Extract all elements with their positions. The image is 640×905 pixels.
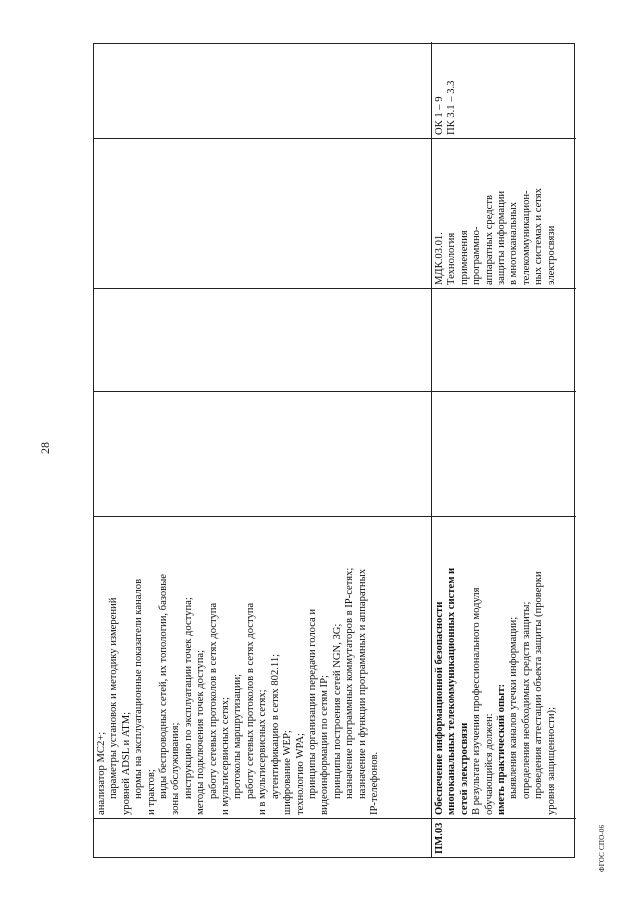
- knowledge-line: и в мультисервисных сетях;: [257, 689, 269, 815]
- knowledge-line: назначение программных коммутаторов в IP-сетях;: [344, 567, 356, 799]
- knowledge-line: параметры установок и методику измерений: [108, 597, 120, 799]
- knowledge-line: и трактов;: [145, 769, 157, 815]
- rotated-page-content: [93, 43, 575, 858]
- course-line: телекоммуникацион-: [520, 190, 532, 285]
- competency-table: [93, 43, 575, 858]
- column-divider: [94, 138, 576, 139]
- module-title-line: Обеспечение информационной безопасности: [434, 601, 445, 815]
- course-line: применения: [458, 230, 470, 285]
- knowledge-line: зоны обслуживания;: [170, 722, 182, 815]
- course-line: аппаратных средств: [483, 195, 495, 285]
- module-text-line: проведения аттестации объекта защиты (проверки: [533, 571, 545, 799]
- knowledge-line: нормы на эксплуатационные показатели каналов: [133, 578, 145, 799]
- knowledge-line: шифрование WEP;: [282, 730, 294, 815]
- knowledge-line: аутентификацию в сетях 802.11;: [269, 653, 281, 799]
- knowledge-line: IP-телефонов.: [368, 751, 380, 815]
- knowledge-line: анализатор МС2+;: [96, 731, 107, 815]
- module-text-line: обучающийся должен:: [483, 713, 495, 815]
- module-subheading: иметь практический опыт:: [496, 683, 508, 815]
- module-title-line: многоканальных телекоммуникационных систем и: [446, 567, 458, 815]
- module-title-line: сетей электросвязи: [458, 722, 470, 815]
- knowledge-line: виды беспроводных сетей, их топологии, базовые: [158, 573, 170, 799]
- column-divider: [94, 391, 576, 392]
- course-line: программно-: [471, 226, 483, 285]
- knowledge-line: назначение и функции программных и аппаратных: [356, 568, 368, 799]
- column-divider: [94, 516, 576, 517]
- module-text-line: уровня защищенности);: [545, 706, 557, 815]
- competencies-cell: [434, 45, 459, 135]
- module-code: ПМ.03: [434, 822, 445, 854]
- module-text-line: определения необходимых средств защиты;: [520, 601, 532, 799]
- knowledge-line: принципы организации передачи голоса и: [306, 608, 318, 799]
- course-cell: [434, 141, 558, 285]
- knowledge-line: видеоинформации по сетям IP;: [319, 675, 331, 815]
- course-line: Технология: [446, 232, 458, 285]
- course-line: в многоканальных: [508, 201, 520, 285]
- course-line: МДК.03.01.: [434, 232, 445, 285]
- knowledge-line: технологию WPA;: [294, 733, 306, 815]
- knowledge-line: принципы построения сетей NGN, 3G;: [331, 623, 343, 799]
- column-divider: [94, 818, 576, 819]
- module-description-cell: [434, 519, 558, 815]
- row-divider: [431, 42, 432, 857]
- course-line: электросвязи: [545, 225, 557, 285]
- knowledge-line: и мультисервисных сетях;: [220, 697, 232, 815]
- module-text-line: выявления каналов утечки информации;: [508, 616, 520, 799]
- knowledge-line: уровней ADSL и ATM;: [120, 711, 132, 815]
- course-line: защиты информации: [496, 190, 508, 285]
- competency-code: ОК 1 – 9: [434, 96, 445, 135]
- module-text-line: В результате изучения профессионального модуля: [471, 587, 483, 815]
- footer-standard-code: ФГОС СПО-06: [598, 824, 606, 872]
- knowledge-line: методы подключения точек доступа;: [195, 649, 207, 815]
- knowledge-line: инструкцию по эксплуатации точек доступа;: [182, 597, 194, 799]
- knowledge-line: работу сетевых протоколов в сетях доступа: [244, 602, 256, 799]
- column-divider: [94, 288, 576, 289]
- course-line: ных системах и сетях: [533, 188, 545, 285]
- knowledge-line: работу сетевых протоколов в сетях доступа: [207, 602, 219, 799]
- competency-code: ПК 3.1 – 3.3: [446, 80, 458, 135]
- page-number: 28: [38, 442, 52, 454]
- knowledge-line: протоколы маршрутизации;: [232, 673, 244, 799]
- knowledge-list-cell: [96, 519, 381, 815]
